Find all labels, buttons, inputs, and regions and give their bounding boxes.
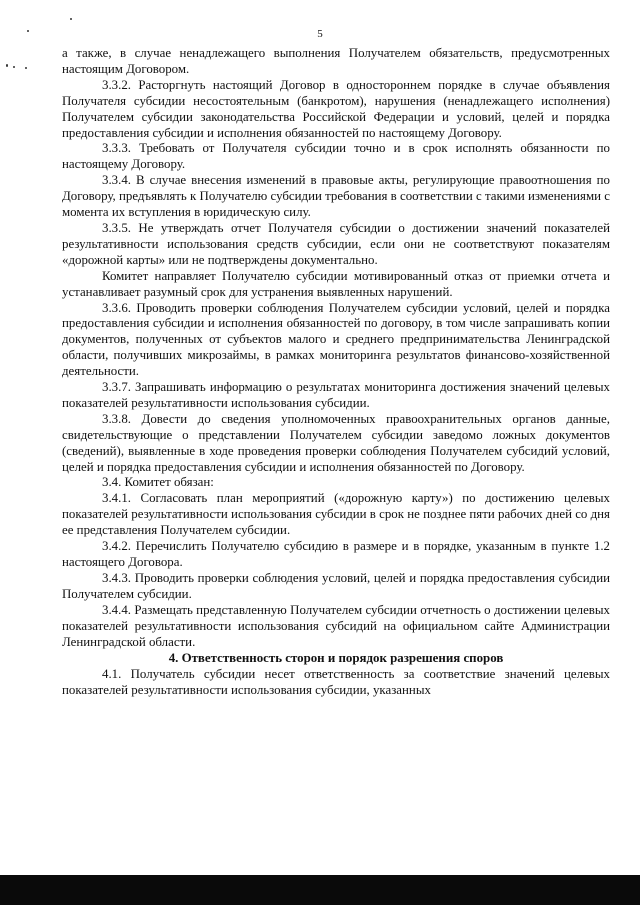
paragraph: 3.4.1. Согласовать план мероприятий («дорожную карту») по достижению целевых показателей результативности использования субсидии в срок не позднее пяти рабочих дней со дня ее представления Получателем субсидии. (62, 491, 610, 538)
paragraph: Комитет направляет Получателю субсидии мотивированный отказ от приемки отчета и устанавливает разумный срок для устранения выявленных нарушений. (62, 268, 610, 299)
paragraph: 4.1. Получатель субсидии несет ответственность за соответствие значений целевых показателей результативности использования субсидии, указанных (62, 667, 610, 698)
scan-speck (25, 67, 27, 69)
scan-speck (6, 64, 8, 67)
paragraph: 3.3.2. Расторгнуть настоящий Договор в одностороннем порядке в случае объявления Получателя субсидии несостоятельным (банкротом), нарушения (ненадлежащего исполнения) Получателем субсидии законодательства Российской Федерации и условий, целей и порядка предоставления субсидии и исполнения обязанностей по настоящему Договору. (62, 77, 610, 140)
paragraph: 3.3.7. Запрашивать информацию о результатах мониторинга достижения значений целевых показателей результативности использования субсидии. (62, 380, 610, 410)
paragraph: 3.4.2. Перечислить Получателю субсидию в размере и в порядке, указанным в пункте 1.2 настоящего Договора. (62, 539, 610, 569)
document-body (62, 46, 610, 699)
section-heading: 4. Ответственность сторон и порядок разрешения споров (168, 651, 504, 666)
paragraph: 3.4. Комитет обязан: (102, 475, 214, 490)
scan-border (0, 875, 640, 905)
paragraph: 3.4.3. Проводить проверки соблюдения условий, целей и порядка предоставления субсидии Получателем субсидии. (62, 570, 610, 601)
paragraph: а также, в случае ненадлежащего выполнения Получателем обязательств, предусмотренных настоящим Договором. (62, 46, 610, 76)
paragraph: 3.4.4. Размещать представленную Получателем субсидии отчетность о достижении целевых показателей результативности использования субсидий на официальном сайте Администрации Ленинградской области. (62, 602, 610, 649)
paragraph: 3.3.3. Требовать от Получателя субсидии точно и в срок исполнять обязанности по настоящему Договору. (62, 141, 610, 172)
scan-speck (27, 30, 29, 32)
paragraph: 3.3.8. Довести до сведения уполномоченных правоохранительных органов данные, свидетельствующие о представлении Получателем субсидии заведомо ложных документов (сведений), выявленные в ходе проведения проверки соблюдения Получателем субсидий условий, целей и порядка предоставления субсидии и исполнения обязанностей по Договору. (62, 411, 610, 474)
page-number: 5 (317, 28, 323, 40)
paragraph: 3.3.4. В случае внесения изменений в правовые акты, регулирующие правоотношения по Договору, предъявлять к Получателю субсидии требования в соответствии с такими изменениями с момента их вступления в юридическую силу. (62, 173, 610, 220)
paragraph: 3.3.5. Не утверждать отчет Получателя субсидии о достижении значений показателей результативности использования средств субсидии, если они не соответствуют показателям «дорожной карты» или не подтверждены документально. (62, 220, 610, 267)
scan-speck (70, 18, 72, 20)
paragraph: 3.3.6. Проводить проверки соблюдения Получателем субсидии условий, целей и порядка предоставления субсидии и исполнения обязанностей по договору, в том числе запрашивать копии документов, полученных от субъектов малого и среднего предпринимательства Ленинградской области, получивших микрозаймы, в рамках мониторинга результатов финансово-хозяйственной деятельности. (62, 300, 610, 379)
scan-speck (13, 66, 15, 68)
